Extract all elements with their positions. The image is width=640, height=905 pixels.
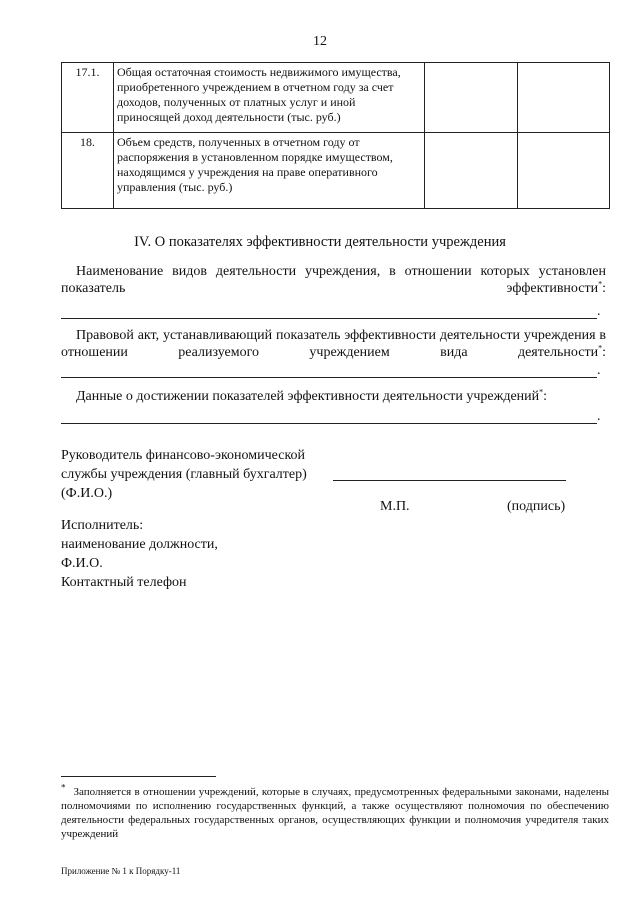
legal-act-fill-line bbox=[61, 377, 597, 378]
signature-label: (подпись) bbox=[507, 499, 566, 514]
stamp-label: М.П. bbox=[380, 499, 410, 514]
executor-phone: Контактный телефон bbox=[61, 575, 187, 590]
achievement-label: Данные о достижении показателей эффективности деятельности учреждений bbox=[76, 389, 540, 404]
row-description: Общая остаточная стоимость недвижимого имущества, приобретенного учреждением в отчетном году за счет доходов, полученных от платных услуг и иной приносящей доход деятельности (тыс. руб.) bbox=[114, 63, 425, 133]
footnote-mark: * bbox=[61, 782, 66, 793]
line-end-dot: . bbox=[597, 304, 601, 319]
colon: : bbox=[543, 389, 548, 404]
legal-act-paragraph bbox=[61, 327, 606, 361]
value-cell-2 bbox=[518, 133, 610, 209]
legal-act-label: Правовой акт, устанавливающий показатель эффективности деятельности учреждения в отношении реализуемого учреждением вида деятельности bbox=[61, 328, 606, 360]
executor-title: Исполнитель: bbox=[61, 518, 144, 533]
value-cell-1 bbox=[425, 63, 518, 133]
signature-line bbox=[333, 480, 566, 481]
achievement-fill-line bbox=[61, 423, 597, 424]
activity-types-paragraph bbox=[61, 263, 606, 297]
value-cell-1 bbox=[425, 133, 518, 209]
table-row bbox=[62, 133, 610, 209]
row-number: 18. bbox=[62, 133, 114, 209]
footnote bbox=[61, 782, 609, 841]
executor-block bbox=[61, 516, 218, 592]
footnote-mark: * bbox=[598, 279, 603, 289]
value-cell-2 bbox=[518, 63, 610, 133]
chief-accountant-line2: службы учреждения (главный бухгалтер) bbox=[61, 467, 307, 482]
footnote-mark: * bbox=[598, 343, 603, 353]
footnote-rule bbox=[61, 776, 216, 777]
row-number: 17.1. bbox=[62, 63, 114, 133]
chief-accountant-block bbox=[61, 446, 307, 503]
appendix-label: Приложение № 1 к Порядку-11 bbox=[61, 866, 181, 876]
colon: : bbox=[602, 281, 606, 296]
chief-accountant-name-label: (Ф.И.О.) bbox=[61, 486, 113, 501]
table-row bbox=[62, 63, 610, 133]
achievement-paragraph bbox=[61, 388, 606, 405]
footnote-text: Заполняется в отношении учреждений, которые в случаях, предусмотренных федеральными законами, наделены полномочиями по исполнению государственных функций, а также осуществляют полномочия по обеспечению деятельности федеральных государственных органов, осуществляющих функции и полномочия учредителя таких учреждений bbox=[61, 786, 609, 840]
activity-types-label: Наименование видов деятельности учреждения, в отношении которых установлен показатель эффективности bbox=[61, 264, 606, 296]
line-end-dot: . bbox=[597, 363, 601, 378]
executor-position: наименование должности, bbox=[61, 537, 218, 552]
row-description: Объем средств, полученных в отчетном году от распоряжения в установленном порядке имуществом, находящимся у учреждения на праве оперативного управления (тыс. руб.) bbox=[114, 133, 425, 209]
colon: : bbox=[602, 345, 606, 360]
indicators-table bbox=[61, 62, 610, 209]
footnote-mark: * bbox=[539, 387, 544, 397]
line-end-dot: . bbox=[597, 409, 601, 424]
executor-name: Ф.И.О. bbox=[61, 556, 103, 571]
section-title: IV. О показателях эффективности деятельности учреждения bbox=[134, 234, 506, 250]
activity-types-fill-line bbox=[61, 318, 597, 319]
chief-accountant-line1: Руководитель финансово-экономической bbox=[61, 448, 306, 463]
page-number: 12 bbox=[313, 34, 327, 49]
